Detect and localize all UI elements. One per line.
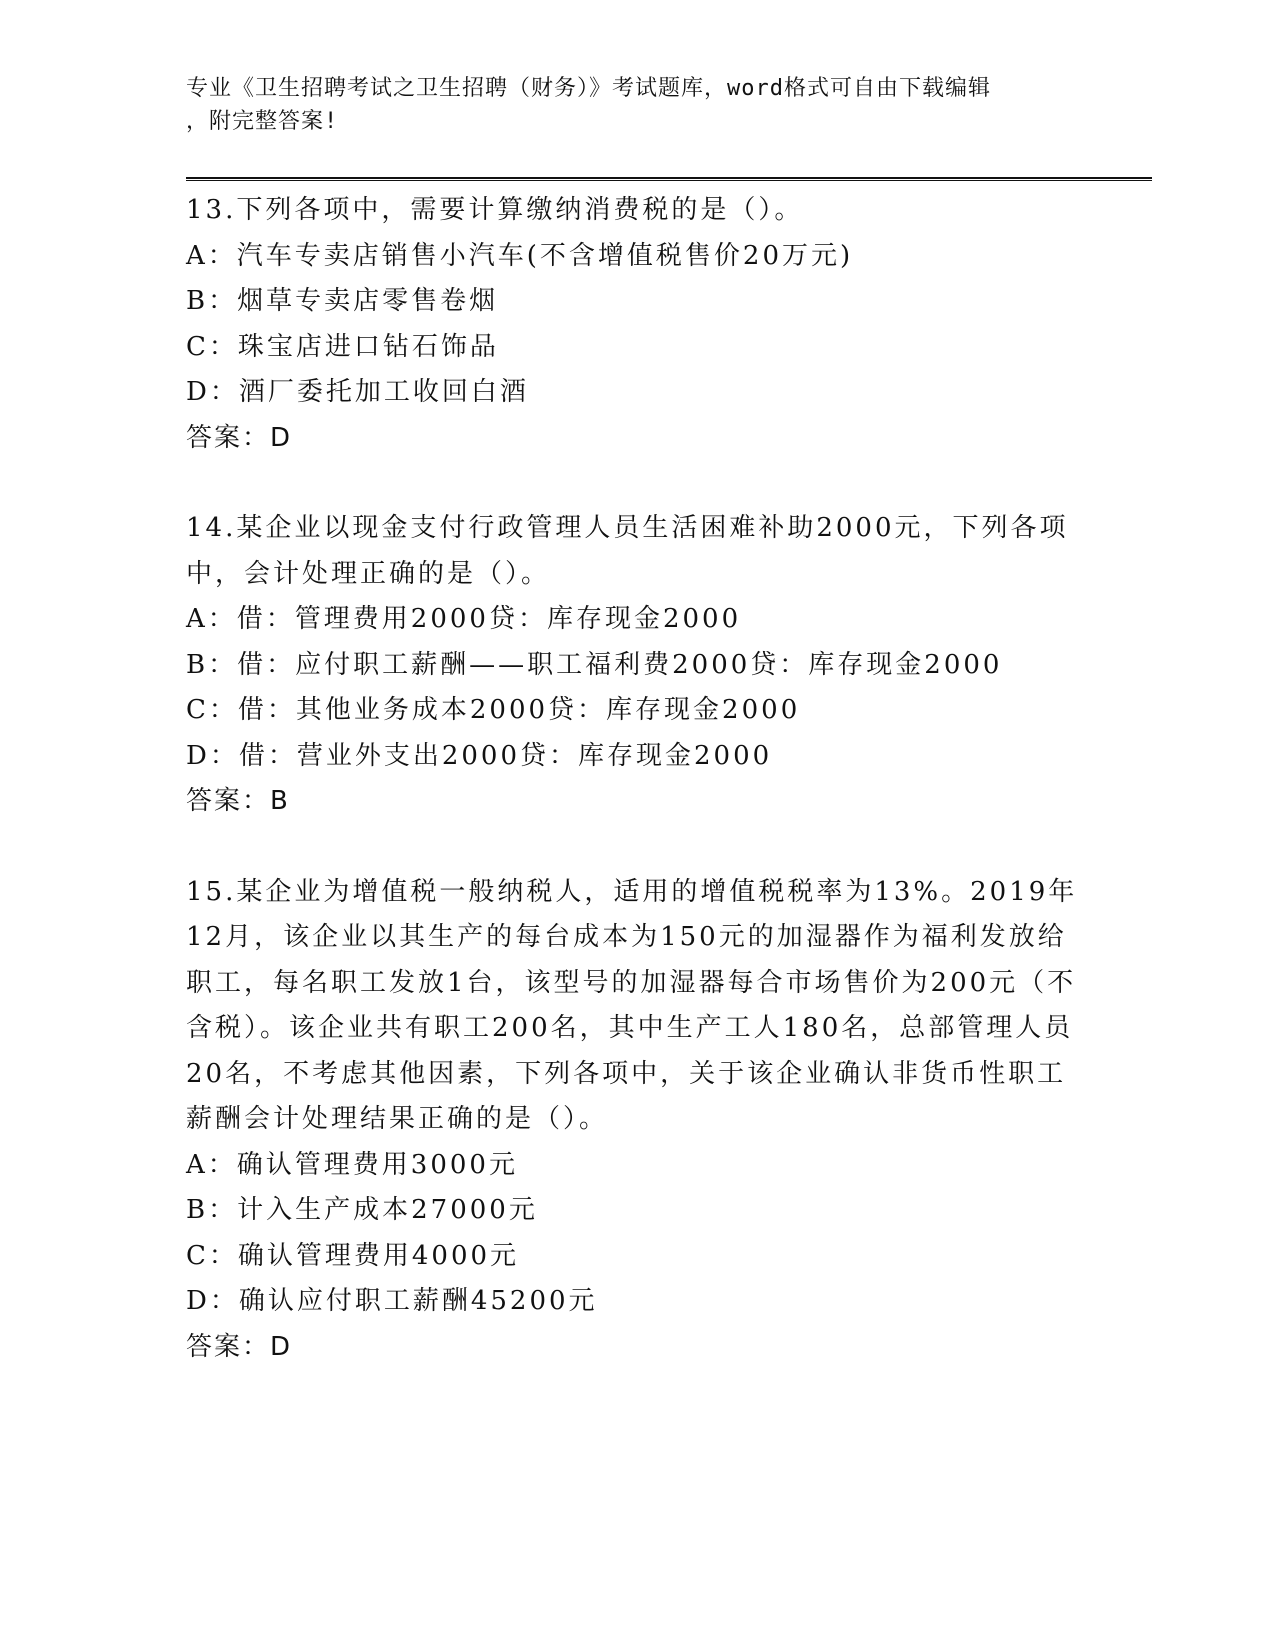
question-14: [186, 506, 1086, 825]
option-c: C：珠宝店进口钻石饰品: [186, 331, 499, 362]
header-line-2: ，附完整答案!: [186, 109, 339, 134]
option-c: C：确认管理费用4000元: [186, 1240, 520, 1271]
question-stem: 13.下列各项中，需要计算缴纳消费税的是（）。: [186, 195, 804, 225]
option-a: A：汽车专卖店销售小汽车(不含增值税售价20万元): [186, 240, 854, 271]
header-divider: [186, 177, 1152, 181]
question-13: [186, 188, 1086, 461]
question-stem: 14.某企业以现金支付行政管理人员生活困难补助2000元，下列各项中，会计处理正确的是（）。: [186, 513, 1069, 589]
option-d: D：酒厂委托加工收回白酒: [186, 377, 529, 407]
option-d: D：确认应付职工薪酬45200元: [186, 1286, 598, 1316]
question-15: [186, 870, 1086, 1371]
option-b: B：烟草专卖店零售卷烟: [186, 286, 499, 316]
option-b: B：计入生产成本27000元: [186, 1195, 538, 1225]
option-a: A：借：管理费用2000贷：库存现金2000: [186, 604, 742, 634]
option-d: D：借：营业外支出2000贷：库存现金2000: [186, 740, 773, 771]
answer-line: 答案：D: [186, 1331, 293, 1362]
document-header: [186, 72, 1086, 138]
question-stem: 15.某企业为增值税一般纳税人，适用的增值税税率为13%。2019年12月，该企业以其生产的每台成本为150元的加湿器作为福利发放给职工，每名职工发放1台，该型号的加湿器每合市场售价为200元（不含税）。该企业共有职工200名，其中生产工人180名，总部管理人员20名，不考虑其他因素，下列各项中，关于该企业确认非货币性职工薪酬会计处理结果正确的是（）。: [186, 876, 1078, 1134]
option-b: B：借：应付职工薪酬——职工福利费2000贷：库存现金2000: [186, 649, 1003, 680]
header-line-1: 专业《卫生招聘考试之卫生招聘（财务）》考试题库，word格式可自由下载编辑: [186, 76, 991, 101]
question-list: [186, 188, 1086, 1370]
option-c: C：借：其他业务成本2000贷：库存现金2000: [186, 695, 801, 725]
answer-line: 答案：B: [186, 786, 290, 816]
option-a: A：确认管理费用3000元: [186, 1149, 518, 1180]
answer-line: 答案：D: [186, 422, 293, 453]
